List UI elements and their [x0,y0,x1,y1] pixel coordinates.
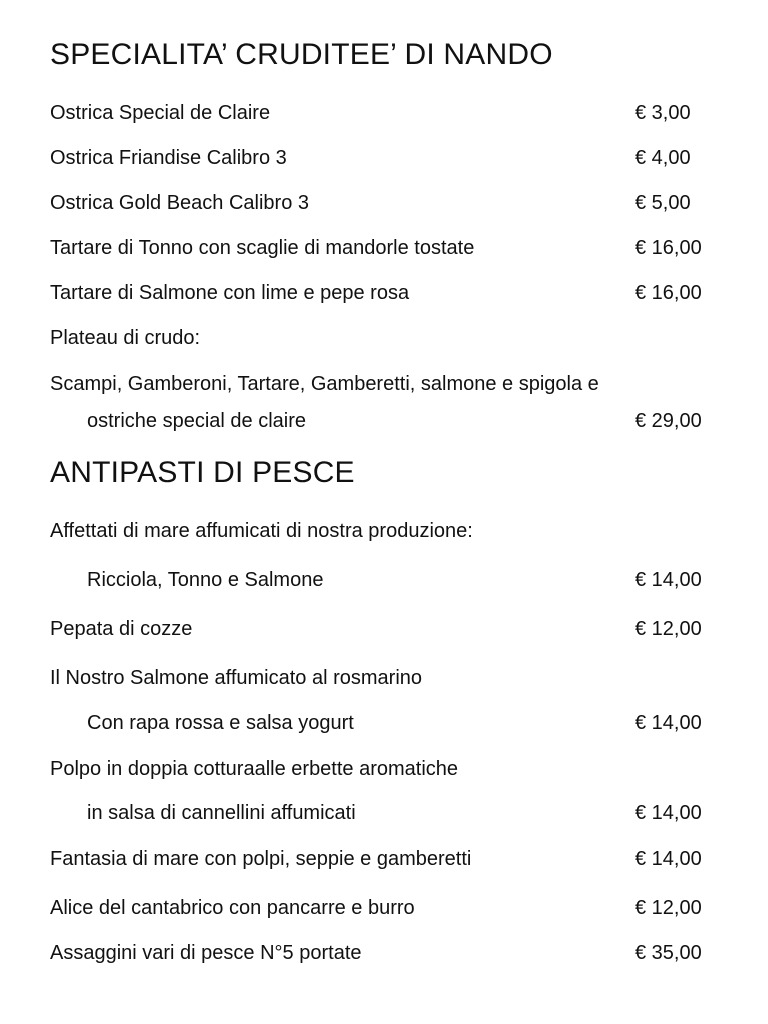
menu-item [50,279,715,307]
menu-item-name: in salsa di cannellini affumicati [87,802,356,824]
menu-item-price: € 14,00 [635,712,702,734]
menu-item-price: € 12,00 [635,897,702,919]
menu-item [50,370,715,398]
menu-item [50,566,715,594]
menu-item-name: Polpo in doppia cotturaalle erbette aromatiche [50,758,459,780]
menu-item [50,664,715,692]
menu-item-price: € 5,00 [635,192,691,214]
section-title-antipasti: ANTIPASTI DI PESCE [50,456,355,489]
menu-item-price: € 4,00 [635,147,691,169]
menu-item-name: Assaggini vari di pesce N°5 portate [50,942,362,964]
menu-item-name: Fantasia di mare con polpi, seppie e gamberetti [50,848,472,870]
menu-item [50,324,715,352]
menu-item [50,189,715,217]
menu-item-name: Pepata di cozze [50,618,193,640]
menu-item [50,407,715,435]
menu-item-name: Alice del cantabrico con pancarre e burro [50,897,415,919]
menu-item-name: Ricciola, Tonno e Salmone [87,569,324,591]
menu-item-price: € 3,00 [635,102,691,124]
menu-item-price: € 14,00 [635,802,702,824]
menu-item-price: € 14,00 [635,569,702,591]
menu-item-name: Ostrica Special de Claire [50,102,271,124]
menu-item [50,99,715,127]
menu-item [50,845,715,873]
menu-item-name: Con rapa rossa e salsa yogurt [87,712,354,734]
menu-item-price: € 35,00 [635,942,702,964]
menu-item-price: € 14,00 [635,848,702,870]
menu-item-name: Scampi, Gamberoni, Tartare, Gamberetti, salmone e spigola e [50,373,599,395]
menu-item-price: € 29,00 [635,410,702,432]
menu-item-name: Ostrica Friandise Calibro 3 [50,147,287,169]
menu-item [50,939,715,967]
menu-item [50,894,715,922]
menu-item [50,517,715,545]
menu-item [50,234,715,262]
menu-item-name: Plateau di crudo: [50,327,201,349]
menu-item-price: € 16,00 [635,237,702,259]
menu-item-name: Tartare di Salmone con lime e pepe rosa [50,282,410,304]
menu-item [50,144,715,172]
menu-item-name: Affettati di mare affumicati di nostra produzione: [50,520,473,542]
menu-item-price: € 16,00 [635,282,702,304]
menu-item-price: € 12,00 [635,618,702,640]
menu-item [50,755,715,783]
menu-item [50,709,715,737]
section-title-crudite: SPECIALITA’ CRUDITEE’ DI NANDO [50,38,553,71]
menu-item-name: Ostrica Gold Beach Calibro 3 [50,192,310,214]
menu-item-name: Il Nostro Salmone affumicato al rosmarino [50,667,423,689]
menu-item-name: Tartare di Tonno con scaglie di mandorle tostate [50,237,475,259]
menu-item [50,615,715,643]
menu-item-name: ostriche special de claire [87,410,306,432]
menu-item [50,799,715,827]
